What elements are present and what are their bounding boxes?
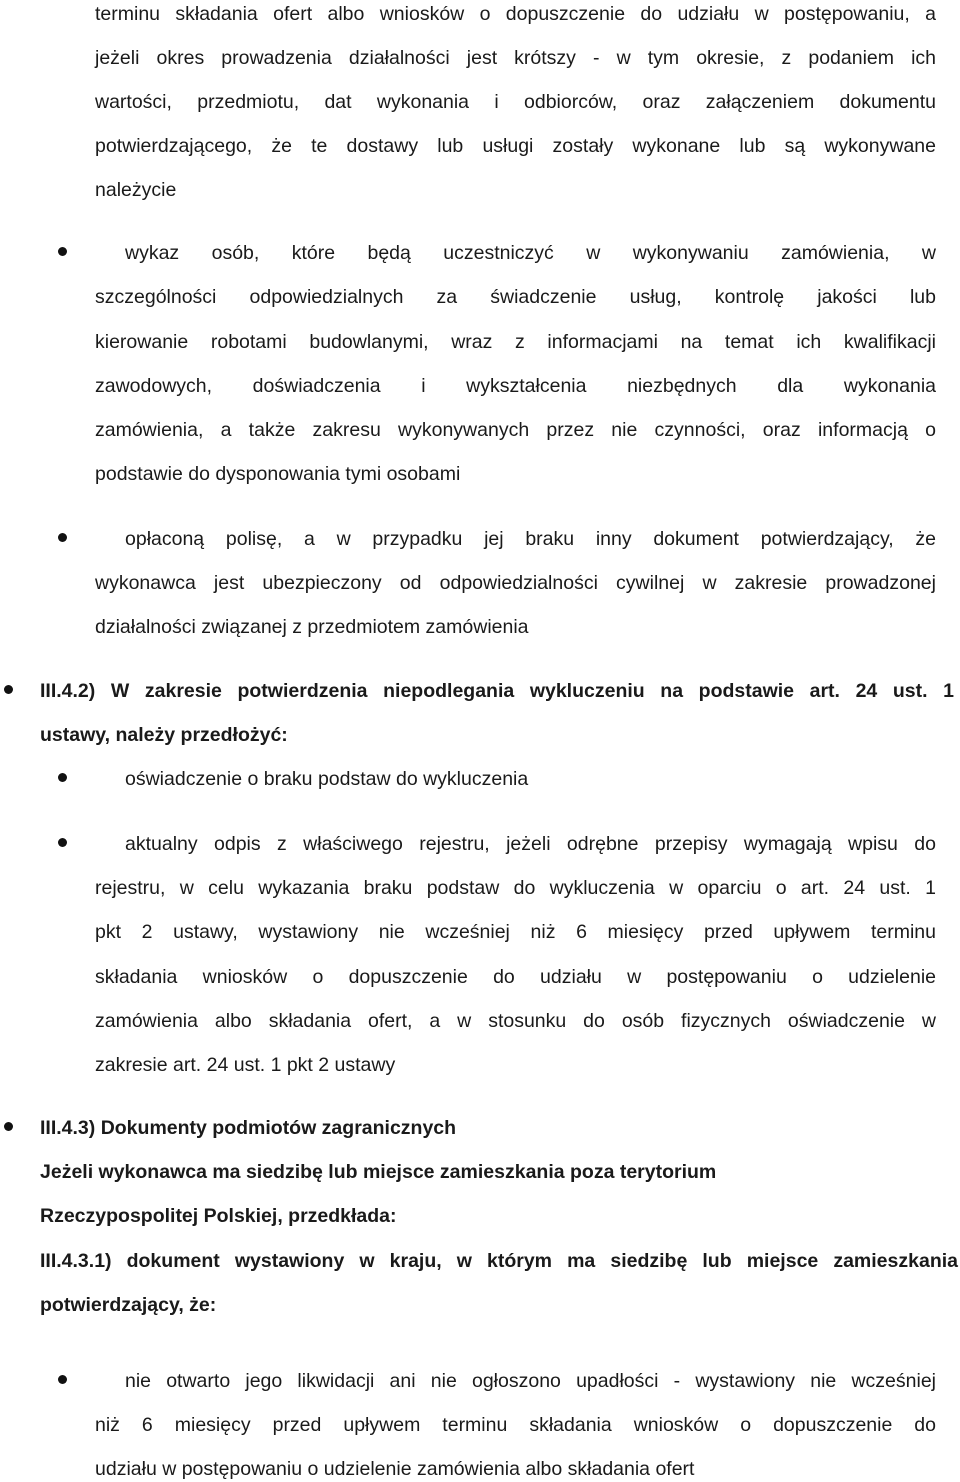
bullet-icon (58, 838, 67, 847)
bullet-icon (58, 1375, 67, 1384)
bullet-icon (58, 247, 67, 256)
text-line: udziału w postępowaniu o udzielenie zamówienia albo składania ofert (95, 1458, 695, 1480)
section-heading: Jeżeli wykonawca ma siedzibę lub miejsce zamieszkania poza terytorium (40, 1161, 717, 1183)
subsection-heading: III.4.3.1) dokument wystawiony w kraju, w którym ma siedzibę lub miejsce zamieszkania (40, 1250, 958, 1272)
text-line: zawodowych, doświadczenia i wykształcenia niezbędnych dla wykonania (95, 375, 936, 397)
list-item-text: nie otwarto jego likwidacji ani nie ogłoszono upadłości - wystawiony nie wcześniej (125, 1370, 936, 1392)
text-line: działalności związanej z przedmiotem zamówienia (95, 616, 529, 638)
text-line: składania wniosków o dopuszczenie do udziału w postępowaniu o udzielenie (95, 966, 936, 988)
text-line: zakresie art. 24 ust. 1 pkt 2 ustawy (95, 1054, 396, 1076)
text-line: rejestru, w celu wykazania braku podstaw do wykluczenia w oparciu o art. 24 ust. 1 (95, 877, 936, 899)
text-line: szczególności odpowiedzialnych za świadczenie usług, kontrolę jakości lub (95, 286, 936, 308)
text-line: pkt 2 ustawy, wystawiony nie wcześniej niż 6 miesięcy przed upływem terminu (95, 921, 936, 943)
subsection-heading: potwierdzający, że: (40, 1294, 217, 1316)
text-line: zamówienia albo składania ofert, a w stosunku do osób fizycznych oświadczenie w (95, 1010, 936, 1032)
section-heading: ustawy, należy przedłożyć: (40, 724, 288, 746)
section-heading: III.4.3) Dokumenty podmiotów zagranicznych (40, 1117, 457, 1139)
bullet-icon (4, 1122, 13, 1131)
text-line: należycie (95, 179, 177, 201)
section-heading: III.4.2) W zakresie potwierdzenia niepodlegania wykluczeniu na podstawie art. 24 ust. 1 (40, 680, 954, 702)
text-line: jeżeli okres prowadzenia działalności jest krótszy - w tym okresie, z podaniem ich (95, 47, 936, 69)
text-line: zamówienia, a także zakresu wykonywanych przez nie czynności, oraz informacją o (95, 419, 936, 441)
text-line: niż 6 miesięcy przed upływem terminu składania wniosków o dopuszczenie do (95, 1414, 936, 1436)
list-item-text: wykaz osób, które będą uczestniczyć w wykonywaniu zamówienia, w (125, 242, 936, 264)
text-line: kierowanie robotami budowlanymi, wraz z informacjami na temat ich kwalifikacji (95, 331, 936, 353)
text-line: wartości, przedmiotu, dat wykonania i odbiorców, oraz załączeniem dokumentu (95, 91, 936, 113)
list-item-text: aktualny odpis z właściwego rejestru, jeżeli odrębne przepisy wymagają wpisu do (125, 833, 936, 855)
list-item-text: opłaconą polisę, a w przypadku jej braku inny dokument potwierdzający, że (125, 528, 936, 550)
text-line: podstawie do dysponowania tymi osobami (95, 463, 461, 485)
bullet-icon (4, 685, 13, 694)
bullet-icon (58, 773, 67, 782)
text-line: terminu składania ofert albo wniosków o dopuszczenie do udziału w postępowaniu, a (95, 3, 936, 25)
text-line: wykonawca jest ubezpieczony od odpowiedzialności cywilnej w zakresie prowadzonej (95, 572, 936, 594)
list-item-text: oświadczenie o braku podstaw do wykluczenia (125, 768, 529, 790)
text-line: potwierdzającego, że te dostawy lub usługi zostały wykonane lub są wykonywane (95, 135, 936, 157)
bullet-icon (58, 533, 67, 542)
section-heading: Rzeczypospolitej Polskiej, przedkłada: (40, 1205, 397, 1227)
